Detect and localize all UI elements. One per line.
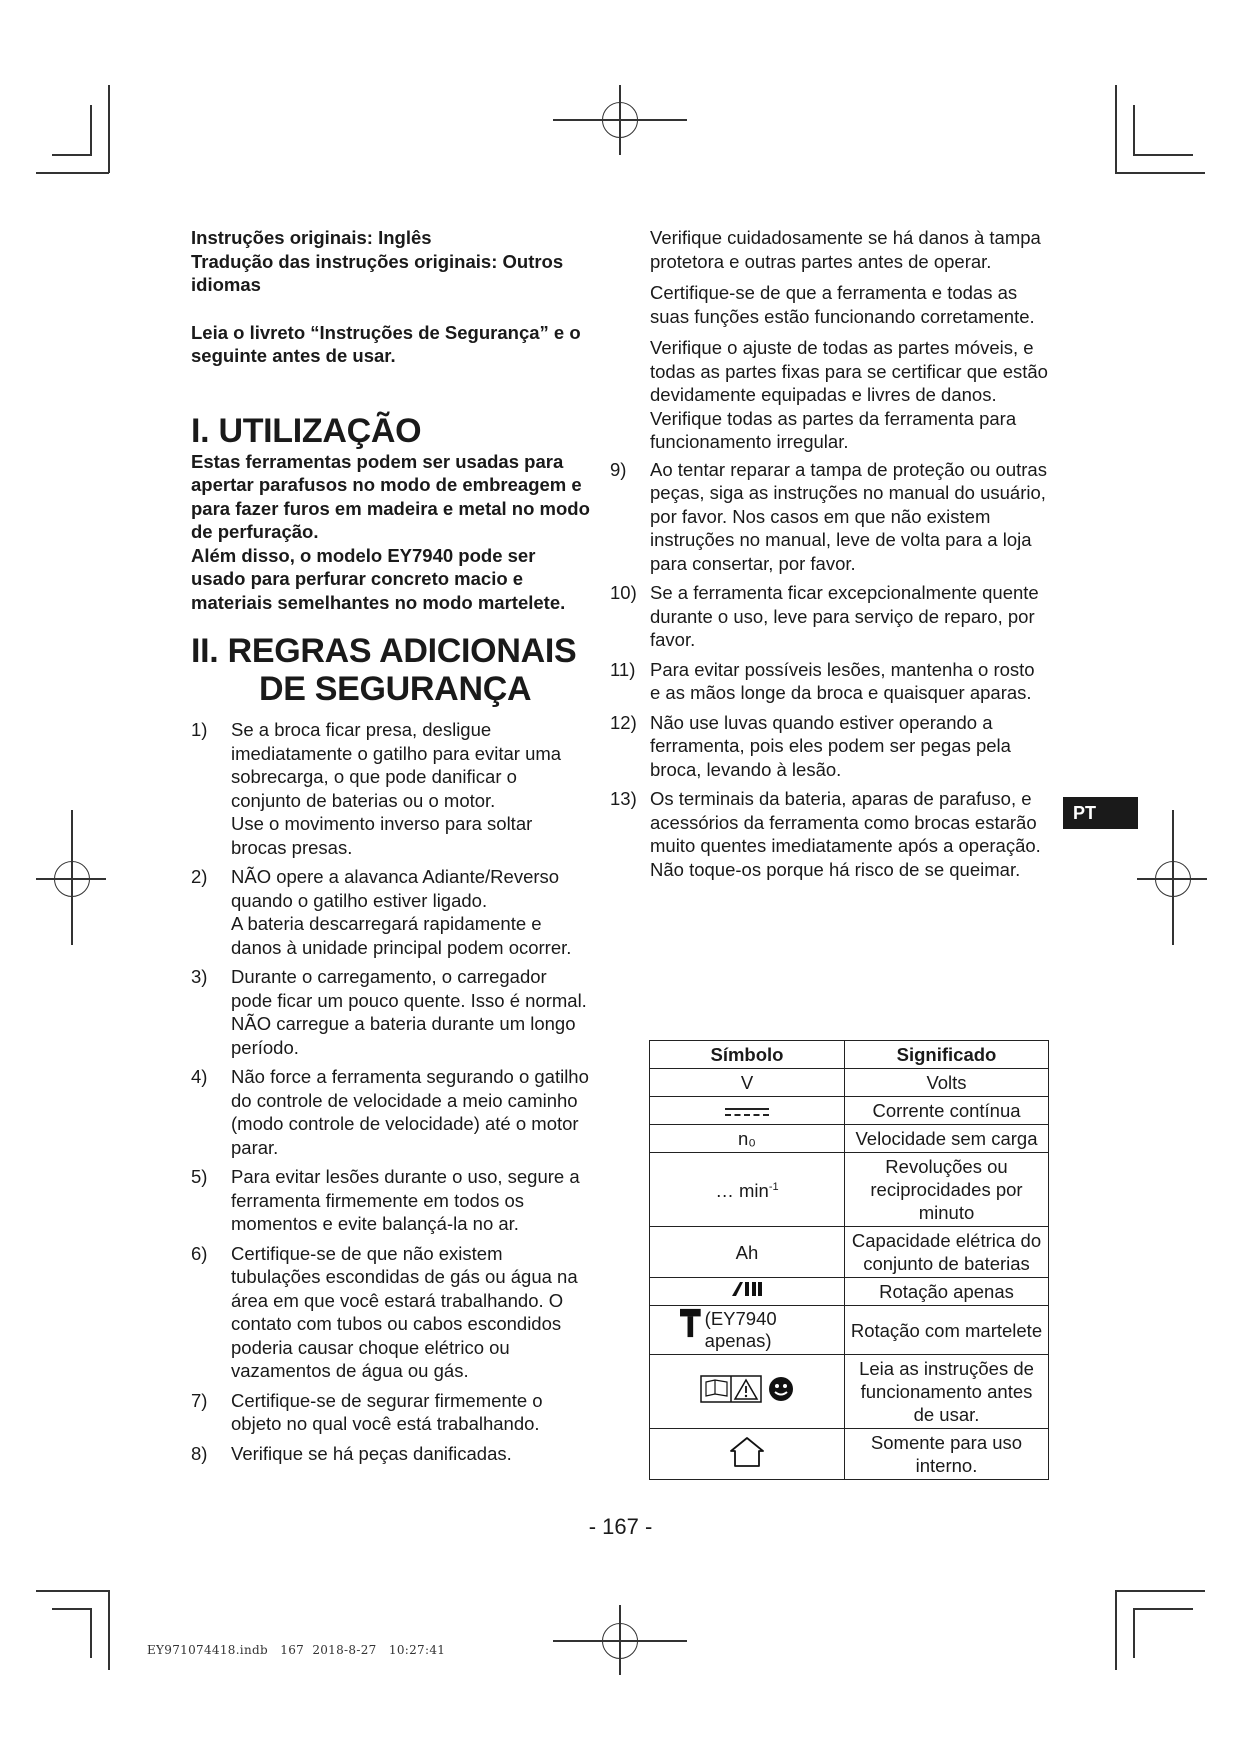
item-text: Certifique-se de segurar firmemente o objeto no qual você está trabalhando. xyxy=(231,1389,543,1434)
list-item xyxy=(191,965,591,1059)
item-number: 3) xyxy=(191,966,208,987)
item-text: NÃO opere a alavanca Adiante/Reverso quando o gatilho estiver ligado. xyxy=(231,866,560,911)
item-number: 9) xyxy=(610,458,627,480)
symbol-table xyxy=(649,1040,1049,1480)
symbol-superscript: -1 xyxy=(768,1181,779,1194)
item-8-detail-2: Certifique-se de que a ferramenta e todas as suas funções estão funcionando corretamente. xyxy=(650,282,1035,327)
list-item xyxy=(191,1242,591,1383)
language-tab: PT xyxy=(1063,797,1138,829)
item-number: 2) xyxy=(191,866,208,887)
item-8-continuation xyxy=(610,281,1050,328)
right-column xyxy=(610,226,1050,887)
meaning-cell: Corrente contínua xyxy=(845,1097,1049,1125)
table-header-row xyxy=(650,1041,1049,1069)
item-8-continuation xyxy=(610,336,1050,454)
table-row xyxy=(650,1355,1049,1429)
list-item xyxy=(610,658,1050,705)
item-text: Para evitar possíveis lesões, mantenha o rosto e as mãos longe da broca e quaisquer aparas. xyxy=(650,658,1035,703)
item-text: Use o movimento inverso para soltar brocas presas. xyxy=(231,813,533,858)
column-header-meaning: Significado xyxy=(845,1041,1049,1069)
symbol-cell: n₀ xyxy=(650,1125,845,1153)
symbol-cell xyxy=(650,1097,845,1125)
item-text: Ao tentar reparar a tampa de proteção ou outras peças, siga as instruções no manual do usuário, por favor. Nos casos em que não existem instruções no manual, leve de volta para a loja para consertar, por favor. xyxy=(650,458,1047,574)
intro-line-1: Instruções originais: Inglês xyxy=(191,227,432,248)
hammer-icon xyxy=(680,1308,701,1338)
meaning-cell: Somente para uso interno. xyxy=(845,1429,1049,1480)
list-item xyxy=(191,718,591,859)
section-2-title-line-2: DE SEGURANÇA xyxy=(259,670,532,708)
rotation-icon xyxy=(730,1280,764,1298)
list-item xyxy=(191,1389,591,1436)
item-8-detail-3: Verifique o ajuste de todas as partes móveis, e todas as partes fixas para se certificar que estão devidamente equipadas e livres de danos. Verifique todas as partes da ferramenta para funcionamento irregular. xyxy=(650,337,1048,452)
direct-current-icon xyxy=(725,1107,769,1117)
indoor-use-icon xyxy=(727,1435,767,1469)
symbol-cell xyxy=(650,1278,845,1306)
meaning-cell: Rotação apenas xyxy=(845,1278,1049,1306)
symbol-text: … min xyxy=(715,1180,769,1202)
meaning-cell: Leia as instruções de funcionamento antes de usar. xyxy=(845,1355,1049,1429)
symbol-cell xyxy=(650,1355,845,1429)
list-item xyxy=(191,1165,591,1236)
meaning-cell: Velocidade sem carga xyxy=(845,1125,1049,1153)
symbol-cell xyxy=(650,1306,845,1355)
list-item xyxy=(610,787,1050,881)
list-item xyxy=(610,458,1050,576)
intro-line-3: Leia o livreto “Instruções de Segurança” e o seguinte antes de usar. xyxy=(191,321,581,366)
item-number: 5) xyxy=(191,1166,208,1187)
table-row xyxy=(650,1306,1049,1355)
symbol-text: (EY7940 apenas) xyxy=(704,1308,777,1351)
item-text: Se a ferramenta ficar excepcionalmente quente durante o uso, leve para serviço de reparo, por favor. xyxy=(650,582,1039,650)
table-row xyxy=(650,1227,1049,1278)
read-instructions-icon xyxy=(697,1372,797,1406)
symbol-cell: Ah xyxy=(650,1227,845,1278)
table-row xyxy=(650,1278,1049,1306)
section-2-title xyxy=(191,632,591,708)
item-number: 1) xyxy=(191,719,208,740)
section-1-body xyxy=(191,450,591,615)
item-text: Se a broca ficar presa, desligue imediatamente o gatilho para evitar uma sobrecarga, o que pode danificar o conjunto de baterias ou o motor. xyxy=(231,719,562,811)
print-footer: EY971074418.indb 167 2018-8-27 10:27:41 xyxy=(147,1643,446,1657)
item-text: Não force a ferramenta segurando o gatilho do controle de velocidade a meio caminho (modo controle de velocidade) até o motor parar. xyxy=(231,1066,589,1158)
symbol-cell: V xyxy=(650,1069,845,1097)
list-item xyxy=(191,1442,591,1466)
symbol-cell xyxy=(650,1429,845,1480)
item-number: 4) xyxy=(191,1066,208,1087)
item-8-detail-1: Verifique cuidadosamente se há danos à tampa protetora e outras partes antes de operar. xyxy=(650,227,1041,272)
item-number: 11) xyxy=(610,658,636,680)
section-1-para-1: Estas ferramentas podem ser usadas para apertar parafusos no modo de embreagem e para fazer furos em madeira e metal no modo de perfuração. xyxy=(191,450,590,542)
item-text: Certifique-se de que não existem tubulações escondidas de gás ou água na área em que você estará trabalhando. O contato com tubos ou cabos escondidos poderia causar choque elétrico ou vazamentos de água ou gás. xyxy=(231,1242,578,1381)
list-item xyxy=(610,711,1050,782)
table-row xyxy=(650,1125,1049,1153)
item-text: Não use luvas quando estiver operando a ferramenta, pois eles podem ser pegas pela broca, levando à lesão. xyxy=(650,711,1011,780)
section-1-para-2: Além disso, o modelo EY7940 pode ser usado para perfurar concreto macio e materiais semelhantes no modo martelete. xyxy=(191,544,566,613)
meaning-cell: Volts xyxy=(845,1069,1049,1097)
item-number: 8) xyxy=(191,1442,208,1464)
item-text: A bateria descarregará rapidamente e danos à unidade principal podem ocorrer. xyxy=(231,913,572,958)
symbol-cell xyxy=(650,1153,845,1227)
section-1-title: I. UTILIZAÇÃO xyxy=(191,411,422,450)
meaning-cell: Capacidade elétrica do conjunto de baterias xyxy=(845,1227,1049,1278)
item-number: 6) xyxy=(191,1242,208,1264)
item-text: Durante o carregamento, o carregador pode ficar um pouco quente. Isso é normal. xyxy=(231,966,587,1011)
intro-block xyxy=(191,226,591,368)
page-number: - 167 - xyxy=(588,1514,653,1539)
list-item xyxy=(610,581,1050,652)
section-2-title-line-1: II. REGRAS ADICIONAIS xyxy=(191,632,577,670)
list-item xyxy=(191,1065,591,1159)
item-8-continuation xyxy=(610,226,1050,273)
table-row xyxy=(650,1153,1049,1227)
left-column xyxy=(191,226,591,1471)
item-text: Verifique se há peças danificadas. xyxy=(231,1442,512,1464)
item-text: Para evitar lesões durante o uso, segure a ferramenta firmemente em todos os momentos e evite balançá-la no ar. xyxy=(231,1166,580,1234)
table-row xyxy=(650,1429,1049,1480)
item-number: 12) xyxy=(610,711,637,733)
list-item xyxy=(191,865,591,959)
item-number: 7) xyxy=(191,1389,208,1411)
column-header-symbol: Símbolo xyxy=(650,1041,845,1069)
meaning-cell: Rotação com martelete xyxy=(845,1306,1049,1355)
meaning-cell: Revoluções ou reciprocidades por minuto xyxy=(845,1153,1049,1227)
intro-line-2: Tradução das instruções originais: Outros idiomas xyxy=(191,250,564,295)
table-row xyxy=(650,1097,1049,1125)
table-row xyxy=(650,1069,1049,1097)
item-number: 13) xyxy=(610,788,637,809)
item-text: NÃO carregue a bateria durante um longo período. xyxy=(231,1013,576,1058)
item-text: Os terminais da bateria, aparas de parafuso, e acessórios da ferramenta como brocas estarão muito quentes imediatamente após a operação. Não toque-os porque há risco de se queimar. xyxy=(650,788,1041,880)
item-number: 10) xyxy=(610,582,637,603)
